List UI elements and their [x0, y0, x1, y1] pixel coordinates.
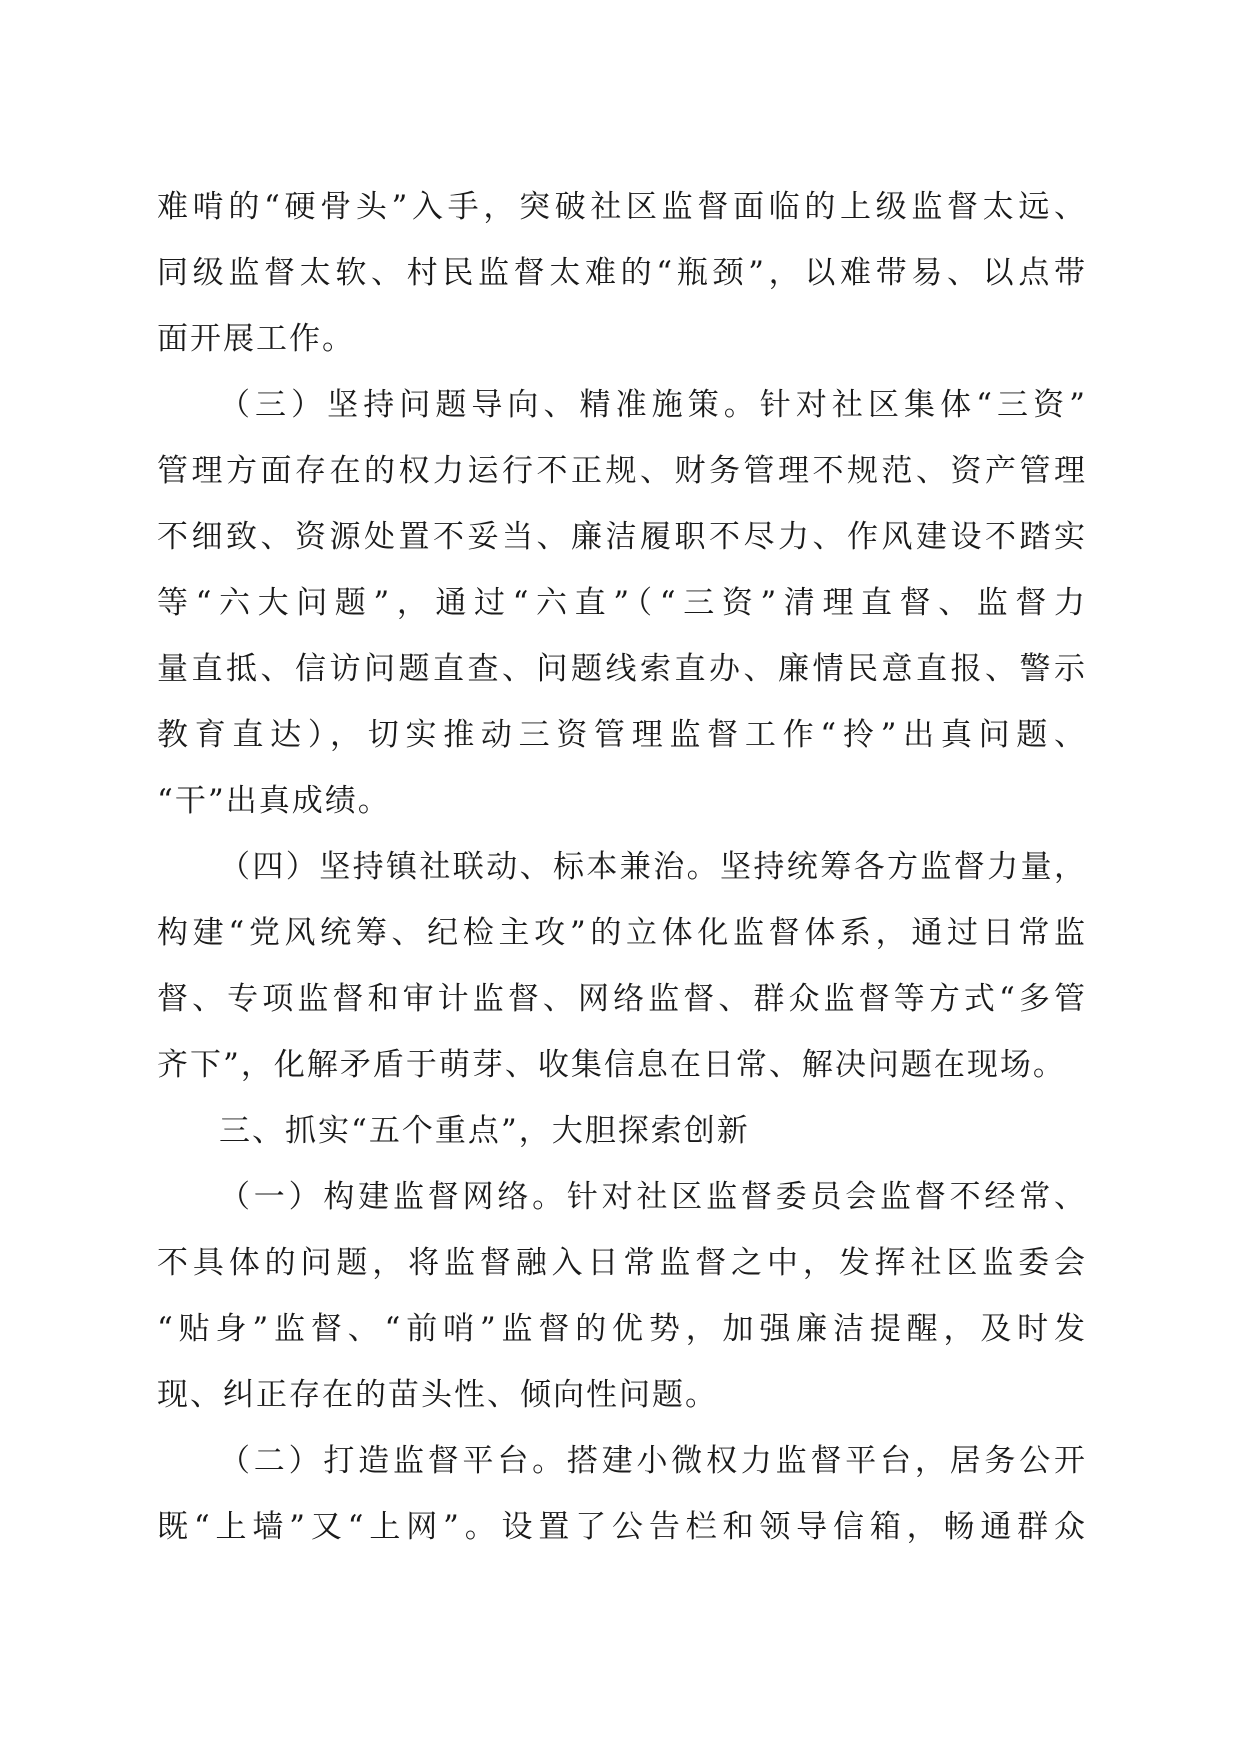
text-line: 面开展工作。: [157, 321, 355, 357]
text-line: 现、纠正存在的苗头性、倾向性问题。: [157, 1377, 718, 1413]
text-line: 齐下”，化解矛盾于萌芽、收集信息在日常、解决问题在现场。: [157, 1047, 1066, 1083]
text-line: “干”出真成绩。: [157, 783, 391, 819]
paragraph-section-4: [157, 834, 1087, 1098]
text-line: “贴身”监督、“前哨”监督的优势，加强廉洁提醒，及时发: [157, 1311, 1087, 1347]
text-line: 不细致、资源处置不妥当、廉洁履职不尽力、作风建设不踏实: [157, 519, 1087, 555]
text-line: 既“上墙”又“上网”。设置了公告栏和领导信箱，畅通群众: [157, 1509, 1087, 1545]
text-line: 难啃的“硬骨头”入手，突破社区监督面临的上级监督太远、: [157, 189, 1087, 225]
text-line: 同级监督太软、村民监督太难的“瓶颈”，以难带易、以点带: [157, 255, 1087, 291]
paragraph-continuation: [157, 174, 1087, 372]
text-line: 督、专项监督和审计监督、网络监督、群众监督等方式“多管: [157, 981, 1087, 1017]
text-line: （二）打造监督平台。搭建小微权力监督平台，居务公开: [219, 1443, 1087, 1479]
text-line: （一）构建监督网络。针对社区监督委员会监督不经常、: [219, 1179, 1087, 1215]
text-line: 量直抵、信访问题直查、问题线索直办、廉情民意直报、警示: [157, 651, 1087, 687]
text-line: （三）坚持问题导向、精准施策。针对社区集体“三资”: [219, 387, 1087, 423]
text-line: 不具体的问题，将监督融入日常监督之中，发挥社区监委会: [157, 1245, 1087, 1281]
heading-line: 三、抓实“五个重点”，大胆探索创新: [219, 1113, 750, 1149]
section-heading: [157, 1098, 1087, 1164]
text-line: 等“六大问题”，通过“六直”（“三资”清理直督、监督力: [157, 585, 1087, 621]
text-line: （四）坚持镇社联动、标本兼治。坚持统筹各方监督力量，: [219, 849, 1087, 885]
document-body: [157, 174, 1087, 1560]
text-line: 构建“党风统筹、纪检主攻”的立体化监督体系，通过日常监: [157, 915, 1087, 951]
text-line: 管理方面存在的权力运行不正规、财务管理不规范、资产管理: [157, 453, 1087, 489]
paragraph-section-3: [157, 372, 1087, 834]
text-line: 教育直达），切实推动三资管理监督工作“拎”出真问题、: [157, 717, 1087, 753]
paragraph-item-1: [157, 1164, 1087, 1428]
paragraph-item-2: [157, 1428, 1087, 1560]
